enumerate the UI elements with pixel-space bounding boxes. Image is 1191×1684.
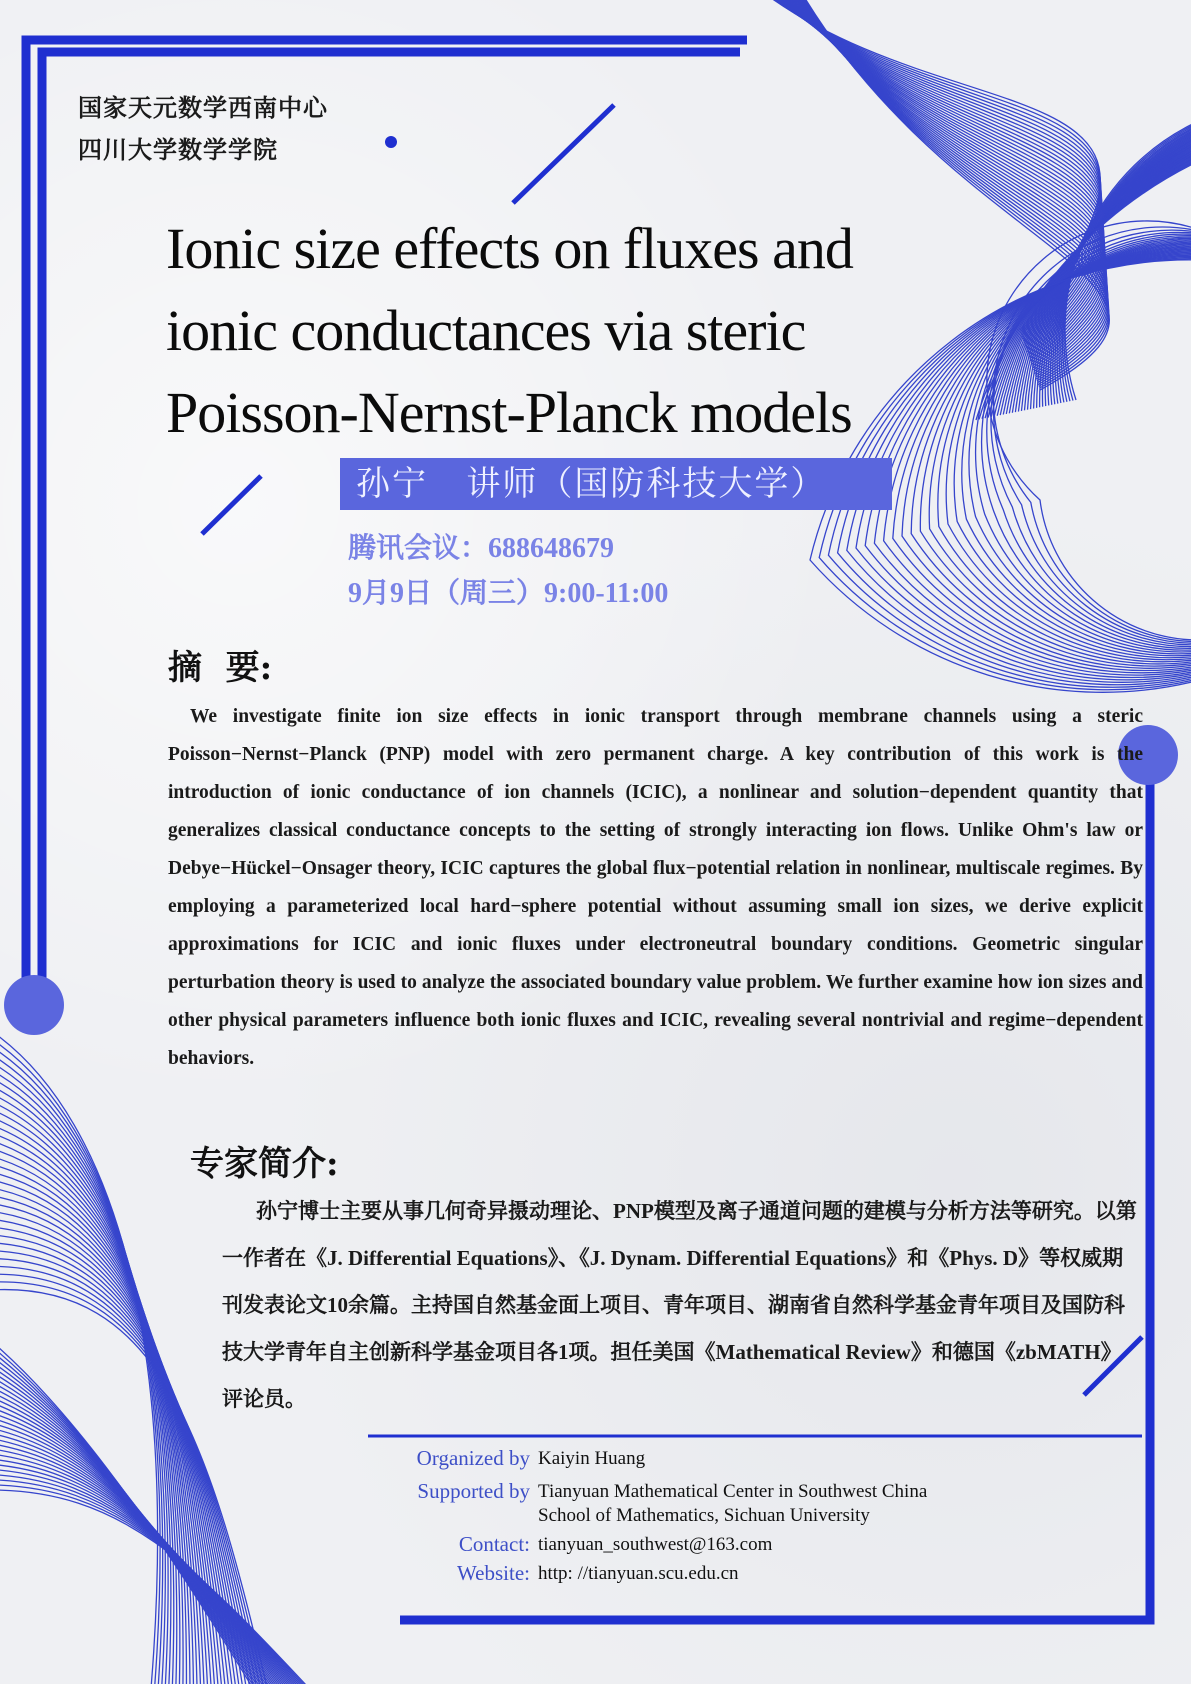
organized-label: Organized by	[416, 1446, 530, 1470]
bottom-left-curve-2	[0, 1397, 283, 1684]
talk-datetime: 9月9日（周三）9:00-11:00	[348, 578, 669, 609]
bio-body: 孙宁博士主要从事几何奇异摄动理论、PNP模型及离子通道问题的建模与分析方法等研究。以第一作者在《J. Differential Equations》、《J. Dynam. Differential Equations》和《Phys. D》等权威期刊发表论文10余篇。主持国自然基金面上项目、青年项目、湖南省自然科学基金青年项目及国防科技大学青年自主创新科学基金项目各1项。担任美国《Mathematical Review》和德国《zbMATH》评论员。	[222, 1199, 1137, 1411]
title-line-3: Poisson-Nernst-Planck models	[166, 380, 852, 445]
abstract-text	[168, 698, 1143, 1078]
speaker-name: 孙宁 讲师（国防科技大学）	[356, 464, 827, 504]
organized-value: Kaiyin Huang	[538, 1448, 646, 1469]
top-right-arc	[993, 227, 1191, 642]
institution-1: 国家天元数学西南中心	[78, 93, 328, 122]
title-line-2: ionic conductances via steric	[166, 298, 806, 363]
supported-label: Supported by	[417, 1479, 530, 1503]
top-right-arc	[969, 238, 1191, 652]
bio-heading: 专家简介:	[190, 1144, 339, 1184]
title-line-1: Ionic size effects on fluxes and	[166, 216, 853, 281]
abstract-heading: 摘 要:	[168, 648, 273, 688]
talk-title	[166, 208, 926, 454]
website-label: Website:	[457, 1561, 530, 1585]
institution-2: 四川大学数学学院	[78, 135, 278, 164]
abstract-body: We investigate finite ion size effects in ionic transport through membrane channels using a steric Poisson−Nernst−Planck (PNP) model with zero permanent charge. A key contribution of this work is the introduction of ionic conductance of ion channels (ICIC), a nonlinear and solution−dependent quantity that generalizes classical conductance concepts to the setting of strongly interacting ion flows. Unlike Ohm's law or Debye−Hückel−Onsager theory, ICIC captures the global flux−potential relation in nonlinear, multiscale regimes. By employing a parameterized local hard−sphere potential without assuming small ion sizes, we derive explicit approximations for ICIC and ionic fluxes under electroneutral boundary conditions. Geometric singular perturbation theory is used to analyze the associated boundary value problem. We further examine how ion sizes and other physical parameters influence both ionic fluxes and ICIC, revealing several nontrivial and regime−dependent behaviors.	[168, 706, 1143, 1069]
bottom-left-curve	[0, 1211, 234, 1684]
bottom-left-curve-2	[0, 1402, 285, 1684]
top-right-arc	[976, 237, 1191, 650]
left-circle	[4, 975, 64, 1035]
contact-email[interactable]: tianyuan_southwest@163.com	[538, 1534, 773, 1555]
supported-value-2: School of Mathematics, Sichuan University	[538, 1505, 870, 1526]
speaker-banner	[340, 458, 892, 510]
top-right-arc	[987, 221, 1191, 640]
bottom-left-curve	[0, 1030, 158, 1684]
small-dot	[385, 136, 397, 148]
accent-dash-2	[202, 476, 261, 534]
top-right-arc	[946, 242, 1191, 658]
website-link[interactable]: http: //tianyuan.scu.edu.cn	[538, 1563, 739, 1584]
bio-text	[222, 1188, 1137, 1423]
supported-value-1: Tianyuan Mathematical Center in Southwest China	[538, 1481, 928, 1502]
accent-dash-1	[513, 105, 614, 203]
meeting-id: 腾讯会议：688648679	[348, 533, 615, 564]
contact-label: Contact:	[458, 1532, 530, 1556]
